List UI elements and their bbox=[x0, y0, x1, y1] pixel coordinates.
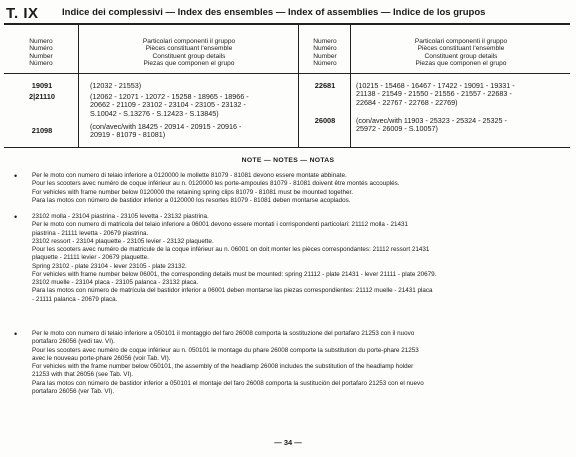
assembly-number: 21098 bbox=[31, 126, 53, 135]
assembly-details: (12032 - 21553) bbox=[90, 81, 142, 90]
table-header-rule bbox=[4, 73, 570, 74]
bullet-icon: • bbox=[14, 212, 18, 222]
header-details-right: Particolari componenti il gruppo Pièces constituant l'ensemble Constituent group details Piezas que componen el grupo bbox=[414, 38, 508, 67]
assembly-details: (con/avec/with 11903 - 25323 - 25324 - 25325 - 25972 - 26009 - S.10057) bbox=[356, 116, 507, 134]
table-bottom-rule bbox=[4, 147, 570, 148]
assembly-details: (12062 - 12071 - 12072 - 15258 - 18965 - 18966 - 20662 - 21109 - 23102 - 23104 - 23105 - 23132 - S.10042 - S.13276 - S.12423 - S.13845) bbox=[90, 92, 249, 118]
assembly-number: 19091 bbox=[31, 81, 53, 90]
page-number: — 34 — bbox=[274, 438, 302, 447]
header-details-left: Particolari componenti il gruppo Pièces constituant l'ensemble Constituent group details Piezas que componen el grupo bbox=[142, 38, 236, 67]
header-number-left: Numero Numéro Number Número bbox=[29, 38, 53, 67]
notes-title: NOTE — NOTES — NOTAS bbox=[241, 157, 335, 164]
header-rule bbox=[4, 23, 570, 25]
header-number-right: Numero Numéro Number Número bbox=[313, 38, 337, 67]
note-block: 23102 molla - 23104 piastrina - 23105 levetta - 23132 piastrina. Per le moto con numero di matricola del telaio inferiore a 06001 devono essere montati i corrispondenti particolari: 21112 molla - 21431 piastrina - 21111 levetta - 20679 piastrina. 23102 ressort - 23104 plaquette - 23105 levier - 23132 plaquette. Pour les scooters avec numéro de matricule de la coque inférieur au n. 06001 on doit monter les pièces correspondantes: 21112 ressort 21431 plaquette - 21111 levier - 20679 plaquette. Spring 23102 - plate 23104 - lever 23105 - plate 23132. For vehicles with frame number below 06001, the corresponding details must be mounted: spring 21112 - plate 21431 - lever 21111 - plate 20679. 23102 muelle - 23104 placa - 23105 palanca - 23132 placa. Para las motos con número de matrícula del bastidor inferior a 06001 deben montarse las piezas correspondientes: 21112 muelle - 21431 placa - 21111 palanca - 20679 placa. bbox=[32, 213, 437, 303]
note-block: Per le moto con numero di telaio inferiore a 050101 il montaggio del faro 26008 comporta la sostituzione del portafaro 21253 con il nuovo portafaro 26056 (vedi tav. VI). Pour les scooters avec numéro de coque inférieur au n. 050101 le montage du phare 26008 comporte la substitution du porte-phare 21253 avec le nouveau porte-phare 26056 (voir Tab. VI). For vehicles with the frame number below 050101, the assembly of the headlamp 26008 includes the substitution of the headlamp holder 21253 with that 26056 (see Tab. VI). Para las motos con número de bastidor inferior a 050101 el montaje del faro 26008 comporta la sustitución del portafaro 21253 con el nuevo portafaro 26056 (ver Tab. VI). bbox=[32, 330, 424, 395]
assembly-details: (con/avec/with 18425 - 20914 - 20915 - 20916 - 20919 - 81079 - 81081) bbox=[90, 122, 242, 140]
assembly-number: 2|21110 bbox=[29, 92, 55, 101]
assembly-number: 26008 bbox=[314, 116, 336, 125]
assembly-details: (10215 - 15468 - 16467 - 17422 - 19091 - 19331 - 21138 - 21549 - 21550 - 21556 - 21557 - 22683 - 22684 - 22767 - 22768 - 22769) bbox=[356, 81, 515, 107]
assembly-number: 22681 bbox=[314, 81, 336, 90]
bullet-icon: • bbox=[14, 329, 18, 339]
bullet-icon: • bbox=[14, 171, 18, 181]
page-code: T. IX bbox=[6, 5, 39, 22]
col-divider-left bbox=[78, 25, 79, 147]
page-title: Indice dei complessivi — Index des ensembles — Index of assemblies — Indice de los grupos bbox=[62, 7, 486, 18]
note-block: Per le moto con numero di telaio inferiore a 0120000 le mollette 81079 - 81081 devono essere montate abbinate. Pour les scooters avec numéro de coque inférieur au n. 0120000 les porte-ampoules 81079 - 81081 doivent être montés accouplés. For vehicles with frame number below 0120000 the retaining spring clips 81079 - 81081 must be mounted together. Para las motos con número de bastidor inferior a 0120000 los resortes 81079 - 81081 deben montarse acoplados. bbox=[32, 172, 400, 204]
